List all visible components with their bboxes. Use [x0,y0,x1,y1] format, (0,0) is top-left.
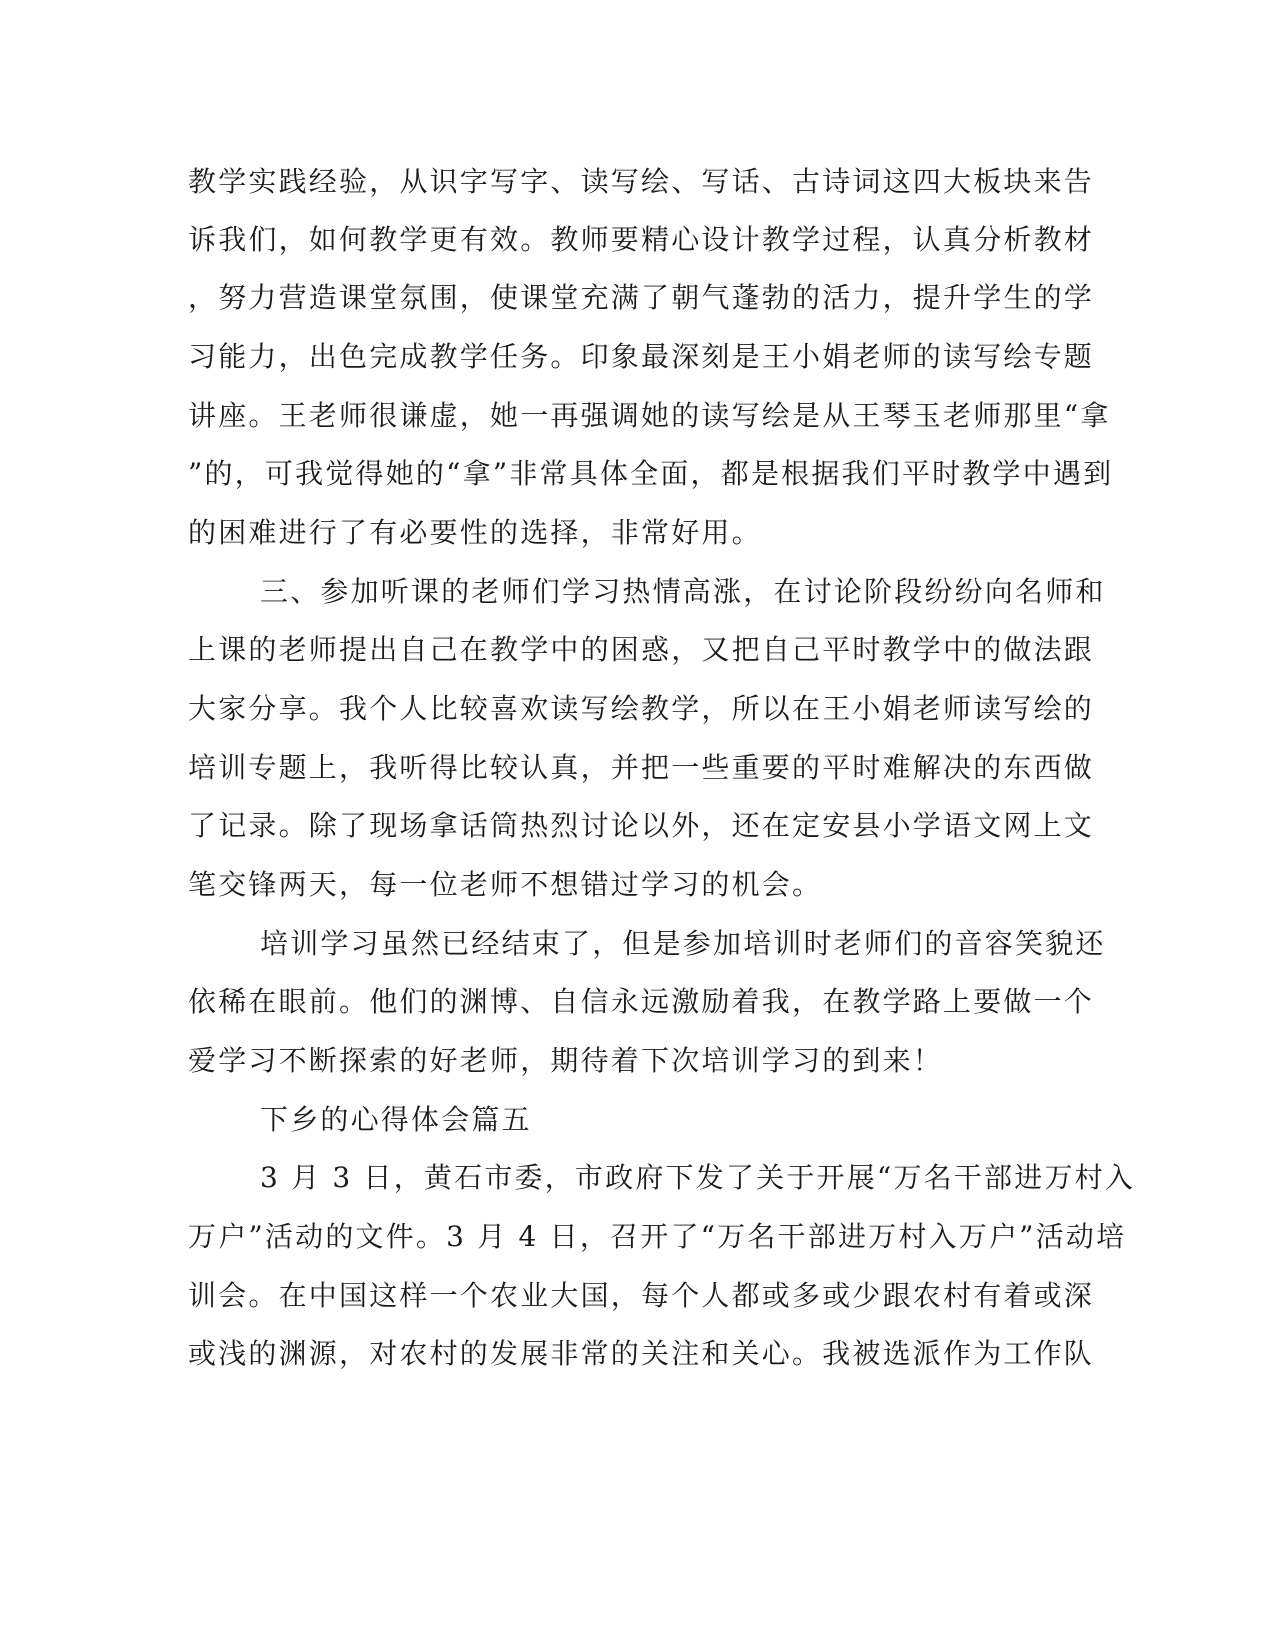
text-line: 培训专题上，我听得比较认真，并把一些重要的平时难解决的东西做 [188,751,1095,784]
text-line: 万户”活动的文件。3 月 4 日，召开了“万名干部进万村入万户”活动培 [188,1220,1127,1253]
text-line: 笔交锋两天，每一位老师不想错过学习的机会。 [188,868,823,901]
text-line: ”的，可我觉得她的“拿”非常具体全面，都是根据我们平时教学中遇到 [188,457,1114,490]
text-line: 依稀在眼前。他们的渊博、自信永远激励着我，在教学路上要做一个 [188,985,1095,1018]
text-line: 大家分享。我个人比较喜欢读写绘教学，所以在王小娟老师读写绘的 [188,692,1095,725]
paragraph-first-line: 3 月 3 日，黄石市委，市政府下发了关于开展“万名干部进万村入 [260,1161,1136,1194]
text-line: 上课的老师提出自己在教学中的困惑，又把自己平时教学中的做法跟 [188,633,1095,666]
section-heading: 下乡的心得体会篇五 [260,1103,532,1136]
text-line: 习能力，出色完成教学任务。印象最深刻是王小娟老师的读写绘专题 [188,340,1095,373]
text-line: ，努力营造课堂氛围，使课堂充满了朝气蓬勃的活力，提升学生的学 [188,281,1095,314]
text-line: 训会。在中国这样一个农业大国，每个人都或多或少跟农村有着或深 [188,1279,1095,1312]
text-line: 爱学习不断探索的好老师，期待着下次培训学习的到来！ [188,1044,944,1077]
text-line: 或浅的渊源，对农村的发展非常的关注和关心。我被选派作为工作队 [188,1337,1095,1370]
text-line: 教学实践经验，从识字写字、读写绘、写话、古诗词这四大板块来告 [188,165,1095,198]
text-line: 讲座。王老师很谦虚，她一再强调她的读写绘是从王琴玉老师那里“拿 [188,399,1111,432]
text-line: 的困难进行了有必要性的选择，非常好用。 [188,516,762,549]
paragraph-first-line: 三、参加听课的老师们学习热情高涨，在讨论阶段纷纷向名师和 [260,575,1106,608]
text-line: 了记录。除了现场拿话筒热烈讨论以外，还在定安县小学语文网上文 [188,809,1095,842]
text-line: 诉我们，如何教学更有效。教师要精心设计教学过程，认真分析教材 [188,223,1095,256]
paragraph-first-line: 培训学习虽然已经结束了，但是参加培训时老师们的音容笑貌还 [260,927,1106,960]
